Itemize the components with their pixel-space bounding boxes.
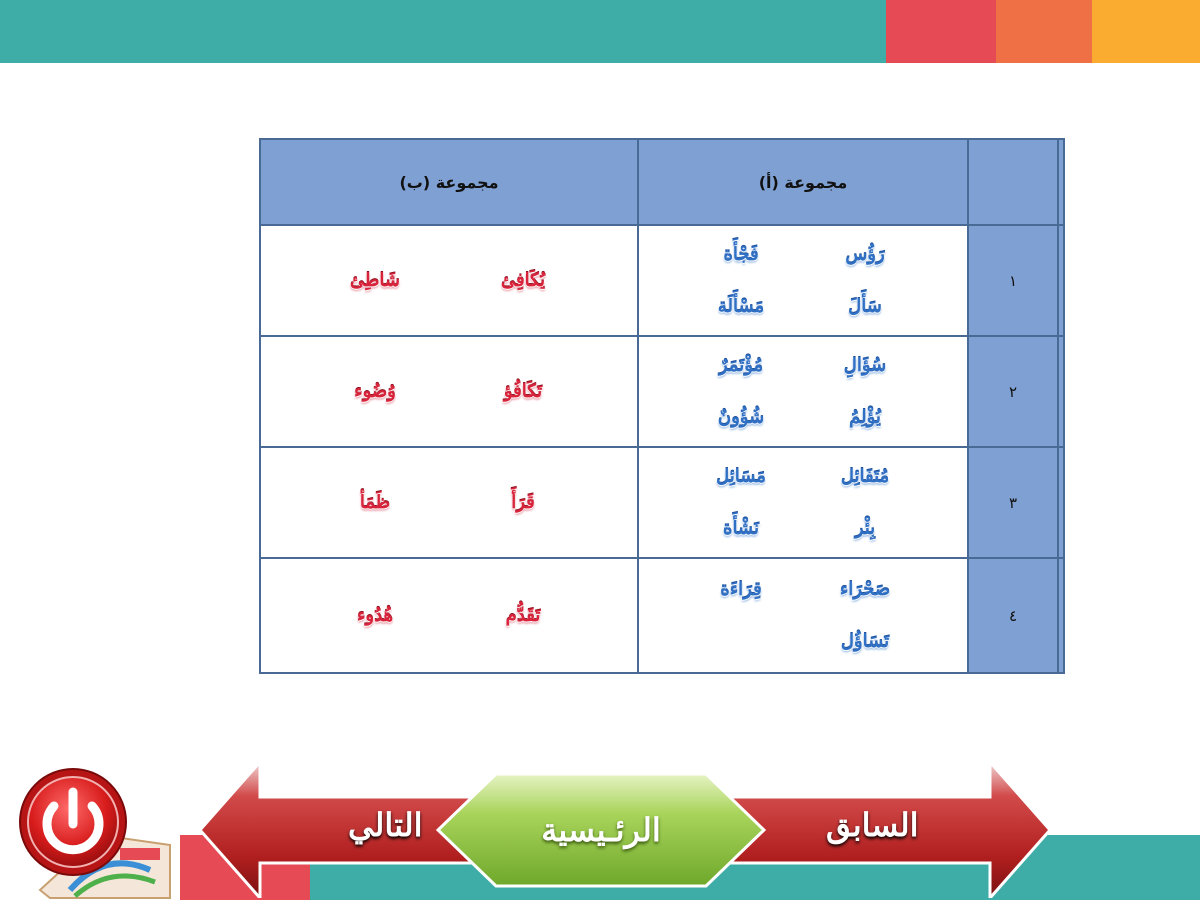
group-b-word: وُضُوء (354, 381, 396, 402)
group-a-word: سَأَلَ (848, 296, 882, 317)
top-color-bar (0, 0, 1200, 63)
next-button[interactable] (300, 800, 440, 860)
home-button[interactable] (436, 772, 766, 888)
vocabulary-table (259, 138, 1065, 674)
group-a-word: رَؤُس (845, 244, 885, 265)
group-a-cell (638, 225, 968, 336)
group-a-word: مَسْأَلَة (717, 296, 765, 317)
group-a-cell (638, 336, 968, 447)
home-button-label: الرئـيسية (541, 811, 661, 849)
power-icon[interactable] (17, 766, 129, 878)
top-bar-yellow (1092, 0, 1200, 63)
group-b-cell (260, 225, 638, 336)
group-a-word: قِرَاءَة (720, 579, 762, 600)
top-bar-orange (996, 0, 1092, 63)
next-button-label: التالي (348, 806, 423, 844)
group-b-word: تَكَافُؤ (503, 381, 543, 402)
top-bar-teal (0, 0, 886, 63)
table-row (260, 336, 1064, 447)
group-a-word: مُتَفَائِل (840, 466, 890, 487)
table-header-group-b: مجموعة (ب) (260, 139, 638, 225)
group-a-word: مَسَائِل (716, 466, 766, 487)
group-b-word: ظَمَأ (359, 492, 391, 513)
table-edge-cell (1058, 139, 1064, 225)
row-number: ٣ (968, 447, 1058, 558)
table-row (260, 447, 1064, 558)
group-a-word: صَحْرَاء (839, 579, 891, 600)
group-b-cell (260, 336, 638, 447)
table-edge-cell (1058, 336, 1064, 447)
table-edge-cell (1058, 447, 1064, 558)
group-b-word: قَرَأَ (511, 492, 535, 513)
row-number: ١ (968, 225, 1058, 336)
group-a-cell (638, 558, 968, 673)
group-a-cell (638, 447, 968, 558)
row-number: ٤ (968, 558, 1058, 673)
top-bar-red (886, 0, 996, 63)
table-header-row (260, 139, 1064, 225)
table-edge-cell (1058, 558, 1064, 673)
group-a-word: شُؤُونٌ (717, 407, 765, 428)
group-b-cell (260, 447, 638, 558)
group-a-word: مُؤْتَمَرٌ (718, 355, 764, 376)
table-row (260, 225, 1064, 336)
table-header-group-a: مجموعة (أ) (638, 139, 968, 225)
group-a-word: نَشْأَة (723, 518, 759, 539)
group-a-word: بِئْر (854, 518, 876, 539)
group-b-word: هُدُوء (356, 605, 394, 626)
table-edge-cell (1058, 225, 1064, 336)
group-a-word: فَجْأَة (723, 244, 759, 265)
group-b-word: تَقَدُّم (505, 605, 541, 626)
group-b-word: يُكَافِئ (500, 270, 546, 291)
group-b-word: شَاطِئ (350, 270, 400, 291)
group-a-word: تَسَاؤُل (840, 631, 890, 652)
group-a-word: سُؤَالِ (843, 355, 887, 376)
previous-button-label: السابق (826, 806, 919, 844)
table-header-number (968, 139, 1058, 225)
row-number: ٢ (968, 336, 1058, 447)
group-a-word: يُؤْلِمُ (849, 407, 881, 428)
group-b-cell (260, 558, 638, 673)
previous-button[interactable] (790, 800, 960, 860)
table-row (260, 558, 1064, 673)
